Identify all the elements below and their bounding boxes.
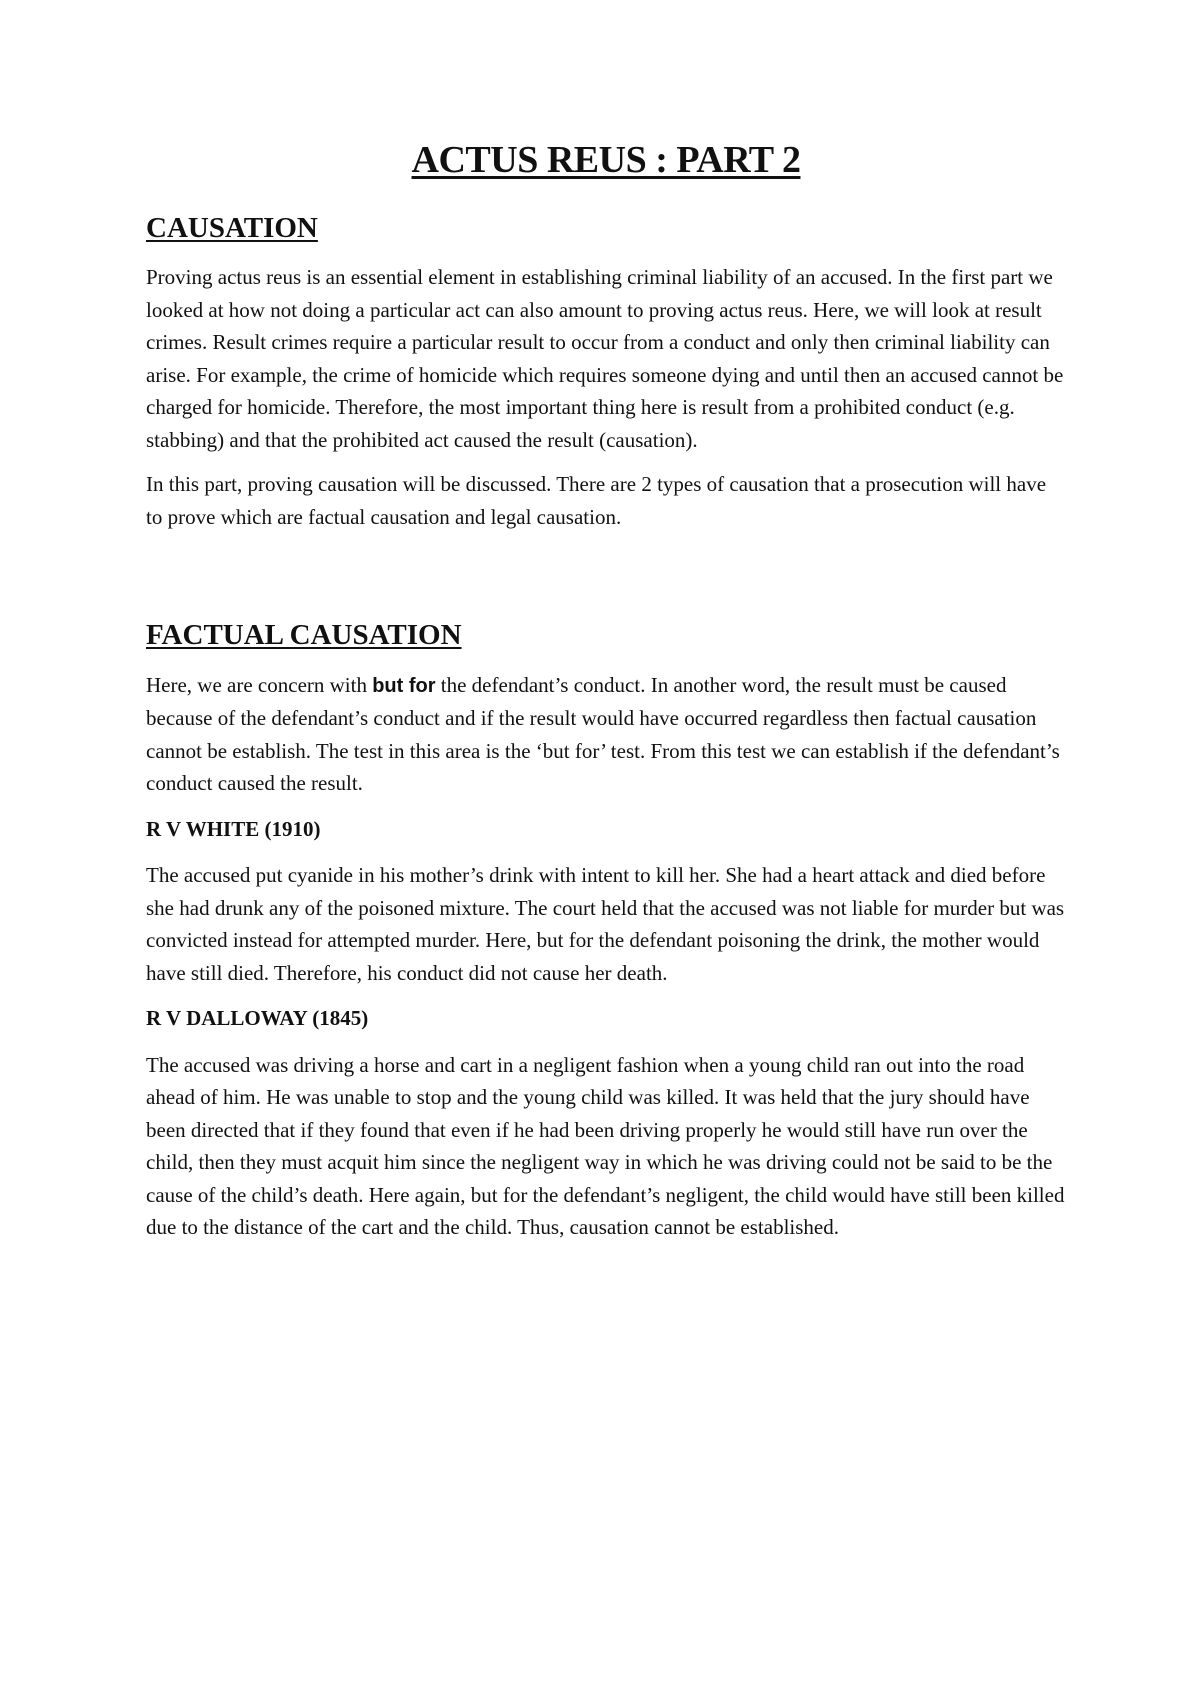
- factual-causation-heading: FACTUAL CAUSATION: [146, 619, 462, 652]
- factual-text-after: the defendant’s conduct. In another word, the result must be caused because of the defendant’s conduct and if the result would have occurred regardless then factual causation cannot be establish. The test in this area is the ‘but for’ test. From this test we can establish if the defendant’s conduct caused the result.: [146, 672, 1060, 796]
- factual-text-before: Here, we are concern with: [146, 672, 373, 697]
- causation-heading: CAUSATION: [146, 211, 318, 244]
- causation-paragraph-1: Proving actus reus is an essential element in establishing criminal liability of an accused. In the first part we looked at how not doing a particular act can also amount to proving actus reus. Here, we will look at result crimes. Result crimes require a particular result to occur from a conduct and only then criminal liability can arise. For example, the crime of homicide which requires someone dying and until then an accused cannot be charged for homicide. Therefore, the most important thing here is result from a prohibited conduct (e.g. stabbing) and that the prohibited act caused the result (causation).: [146, 265, 1064, 452]
- document-title: ACTUS REUS : PART 2: [411, 139, 801, 181]
- but-for-emphasis: but for: [372, 674, 436, 697]
- factual-causation-paragraph: [146, 669, 1066, 800]
- section-gap: [146, 545, 1066, 617]
- case-text-dalloway: The accused was driving a horse and cart in a negligent fashion when a young child ran out into the road ahead of him. He was unable to stop and the young child was killed. It was held that the jury should have been directed that if they found that even if he had been driving properly he would still have run over the child, then they must acquit him since the negligent way in which he was driving could not be said to be the cause of the child’s death. Here again, but for the defendant’s negligent, the child would have still been killed due to the distance of the cart and the child. Thus, causation cannot be established.: [146, 1052, 1065, 1240]
- case-heading-dalloway: R V DALLOWAY (1845): [146, 1006, 369, 1031]
- causation-paragraph-2: In this part, proving causation will be discussed. There are 2 types of causation that a prosecution will have to prove which are factual causation and legal causation.: [146, 472, 1047, 529]
- case-text-white: The accused put cyanide in his mother’s drink with intent to kill her. She had a heart attack and died before she had drunk any of the poisoned mixture. The court held that the accused was not liable for murder but was convicted instead for attempted murder. Here, but for the defendant poisoning the drink, the mother would have still died. Therefore, his conduct did not cause her death.: [146, 863, 1065, 985]
- document-body: [146, 138, 1066, 1256]
- case-heading-white: R V WHITE (1910): [146, 816, 321, 841]
